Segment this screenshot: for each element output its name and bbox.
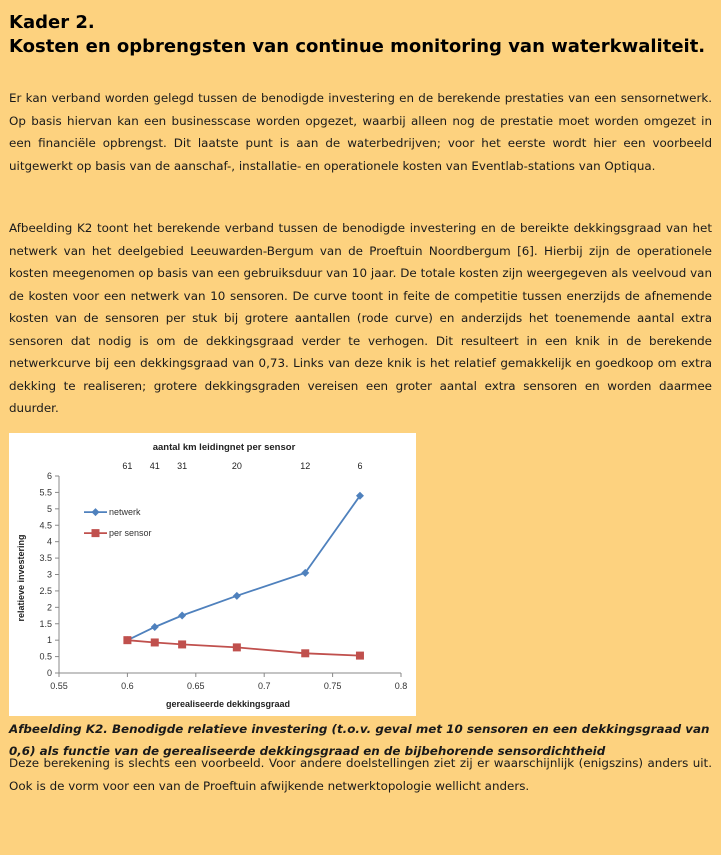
legend-label: netwerk [109,507,141,518]
title-line-1: Kader 2. [9,12,95,33]
y-axis-label: relatieve investering [16,534,26,622]
y-tick-label: 2 [46,602,52,613]
chart-legend [84,507,152,538]
top-axis-labels [122,461,362,471]
top-axis-label: 61 [122,461,133,471]
paragraph-intro: Er kan verband worden gelegd tussen de benodigde investering en de berekende prestaties van een sensornetwerk. Op basis hiervan kan een businesscase worden opgezet, waarbij alleen nog de prestatie moet worden omgezet in een financiële opbrengst. Dit laatste punt is aan de waterbedrijven; voor het eerste wordt hier een voorbeeld uitgewerkt op basis van de aanschaf-, installatie- en operationele kosten van Eventlab-stations van Optiqua. [9,91,712,173]
top-axis-label: 12 [300,461,311,471]
data-point [301,649,309,657]
series-line-per-sensor [127,640,360,655]
chart-axes [59,476,401,673]
y-tick-label: 5 [46,503,52,514]
x-tick-label: 0.75 [323,681,342,691]
legend-marker [92,508,100,516]
y-tick-label: 3 [46,569,52,580]
x-tick-label: 0.7 [257,681,271,691]
y-tick-label: 1.5 [39,618,52,629]
paragraph-explanation: Afbeelding K2 toont het berekende verband tussen de benodigde investering en de bereikte dekkingsgraad van het netwerk van het deelgebied Leeuwarden-Bergum van de Proeftuin Noordbergum [6]. Hierbij zijn de operationele kosten meegenomen op basis van een gebruiksduur van 10 jaar. De totale kosten zijn weergegeven als veelvoud van de kosten voor een netwerk van 10 sensoren. De curve toont in feite de competitie tussen enerzijds de afnemende kosten van de sensoren per stuk bij grotere aantallen (rode curve) en anderzijds het toenemende aantal extra sensoren dat nodig is om de dekkingsgraad verder te verhogen. Dit resulteert in een knik in de berekende netwerkcurve bij een dekkingsgraad van 0,73. Links van deze knik is het relatief gemakkelijk en goedkoop om extra dekking te realiseren; grotere dekkingsgraden vereisen een groter aantal extra sensoren en worden daarmee duurder. [9,221,712,415]
x-axis-ticks [50,673,407,691]
data-point [356,652,364,660]
y-tick-label: 0 [46,668,52,678]
chart-series [123,492,364,660]
y-tick-label: 1 [46,635,52,646]
chart-title: aantal km leidingnet per sensor [152,442,296,453]
line-chart [9,433,416,716]
y-axis-ticks [39,471,59,678]
title-line-2: Kosten en opbrengsten van continue monitoring van waterkwaliteit. [9,36,706,57]
x-tick-label: 0.6 [121,681,134,691]
x-tick-label: 0.8 [394,681,408,691]
x-tick-label: 0.65 [187,681,205,691]
y-tick-label: 5.5 [39,487,52,498]
chart-figure [9,433,416,716]
y-tick-label: 6 [46,471,52,481]
y-tick-label: 4.5 [39,520,52,531]
page-title [9,11,709,59]
data-point [178,612,186,620]
top-axis-label: 31 [177,461,188,471]
top-axis-label: 6 [357,461,363,471]
data-point [233,592,241,600]
legend-marker [92,529,100,537]
x-axis-label: gerealiseerde dekkingsgraad [165,699,291,709]
x-tick-label: 0.55 [50,681,68,691]
series-line-netwerk [127,496,360,641]
data-point [233,643,241,651]
data-point [151,623,159,631]
y-tick-label: 4 [46,536,52,547]
data-point [123,636,131,644]
data-point [151,638,159,646]
top-axis-label: 41 [149,461,160,471]
legend-label: per sensor [109,528,152,539]
y-tick-label: 3.5 [39,553,52,564]
y-tick-label: 2.5 [39,585,52,596]
figure-caption: Afbeelding K2. Benodigde relatieve investering (t.o.v. geval met 10 sensoren en een dekkingsgraad van 0,6) als functie van de gerealiseerde dekkingsgraad en de bijbehorende sensordichtheid [9,722,710,758]
top-axis-label: 20 [231,461,242,471]
y-tick-label: 0.5 [39,651,52,662]
paragraph-closing: Deze berekening is slechts een voorbeeld. Voor andere doelstellingen ziet zij er waarschijnlijk (enigszins) anders uit. Ook is de vorm voor een van de Proeftuin afwijkende netwerktopologie wellicht anders. [9,756,712,793]
data-point [178,640,186,648]
